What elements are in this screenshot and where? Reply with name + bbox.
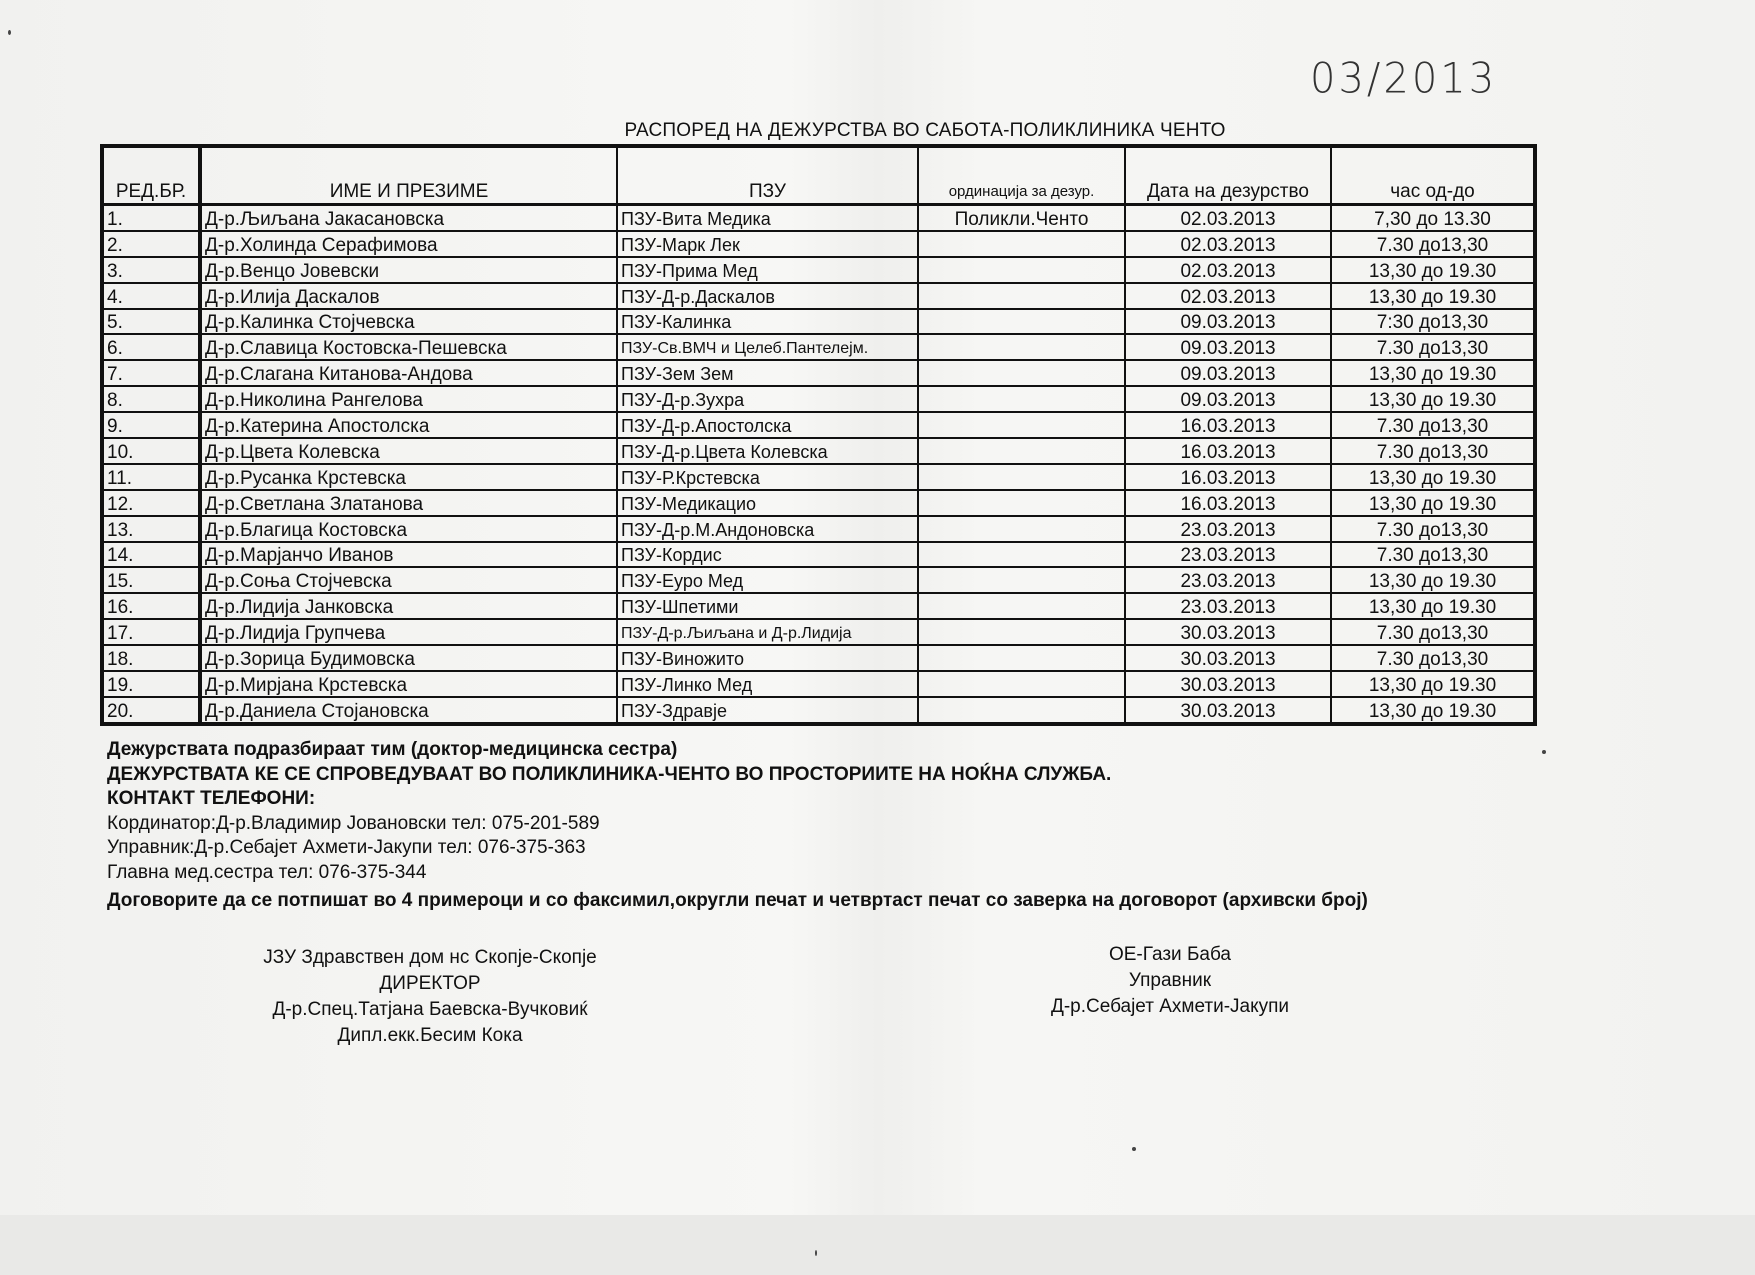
- duty-hours-cell: 13,30 до 19.30: [1331, 283, 1535, 309]
- signature-block-right: [1010, 942, 1330, 1020]
- duty-date-cell: 16.03.2013: [1125, 438, 1331, 464]
- column-header-number: РЕД.БР.: [102, 146, 200, 205]
- duty-date-cell: 30.03.2013: [1125, 645, 1331, 671]
- duty-date-cell: 30.03.2013: [1125, 619, 1331, 645]
- duty-hours-cell: 7:30 до13,30: [1331, 309, 1535, 335]
- duty-hours-cell: 13,30 до 19.30: [1331, 593, 1535, 619]
- row-number-cell: 12.: [102, 490, 200, 516]
- doctor-name-cell: Д-р.Марјанчо Иванов: [200, 542, 617, 568]
- office-cell: [918, 386, 1125, 412]
- office-cell: [918, 593, 1125, 619]
- office-cell: [918, 257, 1125, 283]
- office-cell: [918, 542, 1125, 568]
- pzu-name-cell: ПЗУ-Линко Мед: [617, 671, 918, 697]
- pzu-name-cell: ПЗУ-Д-р.Цвета Колевска: [617, 438, 918, 464]
- table-row: [102, 593, 1535, 619]
- signature-left-name1: Д-р.Спец.Татјана Баевска-Вучковиќ: [272, 999, 588, 1020]
- row-number-cell: 3.: [102, 257, 200, 283]
- duty-date-cell: 02.03.2013: [1125, 257, 1331, 283]
- doctor-name-cell: Д-р.Слагана Китанова-Андова: [200, 360, 617, 386]
- table-row: [102, 697, 1535, 724]
- row-number-cell: 18.: [102, 645, 200, 671]
- column-header-pzu: ПЗУ: [617, 146, 918, 205]
- table-row: [102, 490, 1535, 516]
- contact-coordinator: Кординатор:Д-р.Владимир Јовановски тел: 075-201-589: [107, 812, 600, 834]
- scan-speck: [815, 1250, 817, 1256]
- note-team: Дежурствата подразбираат тим (доктор-медицинска сестра): [107, 739, 678, 760]
- row-number-cell: 5.: [102, 309, 200, 335]
- table-row: [102, 257, 1535, 283]
- row-number-cell: 16.: [102, 593, 200, 619]
- doctor-name-cell: Д-р.Николина Рангелова: [200, 386, 617, 412]
- notes-section: [107, 738, 1368, 914]
- duty-date-cell: 16.03.2013: [1125, 490, 1331, 516]
- pzu-name-cell: ПЗУ-Виножито: [617, 645, 918, 671]
- pzu-name-cell: ПЗУ-Еуро Мед: [617, 567, 918, 593]
- pzu-name-cell: ПЗУ-Д-р.М.Андоновска: [617, 516, 918, 542]
- duty-date-cell: 09.03.2013: [1125, 309, 1331, 335]
- duty-hours-cell: 13,30 до 19.30: [1331, 567, 1535, 593]
- doctor-name-cell: Д-р.Илија Даскалов: [200, 283, 617, 309]
- duty-date-cell: 02.03.2013: [1125, 283, 1331, 309]
- office-cell: [918, 438, 1125, 464]
- doctor-name-cell: Д-р.Калинка Стојчевска: [200, 309, 617, 335]
- duty-hours-cell: 13,30 до 19.30: [1331, 490, 1535, 516]
- row-number-cell: 14.: [102, 542, 200, 568]
- row-number-cell: 19.: [102, 671, 200, 697]
- pzu-name-cell: ПЗУ-Р.Крстевска: [617, 464, 918, 490]
- signature-right-role: Управник: [1128, 970, 1212, 991]
- pzu-name-cell: ПЗУ-Вита Медика: [617, 205, 918, 231]
- duty-date-cell: 23.03.2013: [1125, 516, 1331, 542]
- duty-hours-cell: 7.30 до13,30: [1331, 412, 1535, 438]
- duty-date-cell: 23.03.2013: [1125, 567, 1331, 593]
- duty-date-cell: 23.03.2013: [1125, 542, 1331, 568]
- pzu-name-cell: ПЗУ-Д-р.Љиљана и Д-р.Лидија: [617, 619, 918, 645]
- office-cell: [918, 490, 1125, 516]
- duty-date-cell: 09.03.2013: [1125, 386, 1331, 412]
- note-contracts: Договорите да се потпишат во 4 примероци и со факсимил,округли печат и четвртаст печат со заверка на договорот (архивски број): [107, 890, 1368, 911]
- doctor-name-cell: Д-р.Лидија Јанковска: [200, 593, 617, 619]
- duty-hours-cell: 13,30 до 19.30: [1331, 360, 1535, 386]
- handwritten-ref-number: 03/2013: [1310, 54, 1498, 104]
- office-cell: [918, 619, 1125, 645]
- doctor-name-cell: Д-р.Катерина Апостолска: [200, 412, 617, 438]
- duty-hours-cell: 7.30 до13,30: [1331, 645, 1535, 671]
- pzu-name-cell: ПЗУ-Прима Мед: [617, 257, 918, 283]
- pzu-name-cell: ПЗУ-Зем Зем: [617, 360, 918, 386]
- duty-hours-cell: 13,30 до 19.30: [1331, 257, 1535, 283]
- doctor-name-cell: Д-р.Мирјана Крстевска: [200, 671, 617, 697]
- doctor-name-cell: Д-р.Соња Стојчевска: [200, 567, 617, 593]
- row-number-cell: 8.: [102, 386, 200, 412]
- scan-speck: [8, 30, 11, 35]
- pzu-name-cell: ПЗУ-Шпетими: [617, 593, 918, 619]
- pzu-name-cell: ПЗУ-Д-р.Зухра: [617, 386, 918, 412]
- row-number-cell: 13.: [102, 516, 200, 542]
- row-number-cell: 10.: [102, 438, 200, 464]
- table-row: [102, 567, 1535, 593]
- row-number-cell: 11.: [102, 464, 200, 490]
- row-number-cell: 20.: [102, 697, 200, 724]
- office-cell: [918, 671, 1125, 697]
- table-row: [102, 438, 1535, 464]
- column-header-name: ИМЕ И ПРЕЗИМЕ: [200, 146, 617, 205]
- row-number-cell: 15.: [102, 567, 200, 593]
- duty-hours-cell: 7.30 до13,30: [1331, 516, 1535, 542]
- duty-date-cell: 09.03.2013: [1125, 360, 1331, 386]
- office-cell: [918, 516, 1125, 542]
- doctor-name-cell: Д-р.Венцо Јовевски: [200, 257, 617, 283]
- table-row: [102, 360, 1535, 386]
- scan-speck: [1542, 750, 1546, 754]
- doctor-name-cell: Д-р.Светлана Златанова: [200, 490, 617, 516]
- doctor-name-cell: Д-р.Даниела Стојановска: [200, 697, 617, 724]
- doctor-name-cell: Д-р.Лидија Групчева: [200, 619, 617, 645]
- scan-speck: [1132, 1147, 1136, 1151]
- pzu-name-cell: ПЗУ-Медикацио: [617, 490, 918, 516]
- row-number-cell: 6.: [102, 334, 200, 360]
- doctor-name-cell: Д-р.Русанка Крстевска: [200, 464, 617, 490]
- signature-right-unit: ОЕ-Гази Баба: [1108, 944, 1231, 965]
- table-body: [102, 205, 1535, 724]
- office-cell: [918, 334, 1125, 360]
- pzu-name-cell: ПЗУ-Марк Лек: [617, 231, 918, 257]
- office-cell: [918, 283, 1125, 309]
- duty-hours-cell: 7,30 до 13.30: [1331, 205, 1535, 231]
- table-row: [102, 671, 1535, 697]
- table-row: [102, 231, 1535, 257]
- doctor-name-cell: Д-р.Славица Костовска-Пешевска: [200, 334, 617, 360]
- row-number-cell: 17.: [102, 619, 200, 645]
- signature-left-role: ДИРЕКТОР: [379, 973, 481, 994]
- table-row: [102, 619, 1535, 645]
- duty-date-cell: 23.03.2013: [1125, 593, 1331, 619]
- duty-hours-cell: 13,30 до 19.30: [1331, 697, 1535, 724]
- column-header-hours: час од-до: [1331, 146, 1535, 205]
- duty-hours-cell: 7.30 до13,30: [1331, 231, 1535, 257]
- duty-date-cell: 16.03.2013: [1125, 412, 1331, 438]
- column-header-office: ординација за дезур.: [918, 146, 1125, 205]
- row-number-cell: 7.: [102, 360, 200, 386]
- row-number-cell: 2.: [102, 231, 200, 257]
- office-cell: [918, 464, 1125, 490]
- contact-head-nurse: Главна мед.сестра тел: 076-375-344: [107, 861, 427, 883]
- duty-date-cell: 30.03.2013: [1125, 697, 1331, 724]
- pzu-name-cell: ПЗУ-Д-р.Даскалов: [617, 283, 918, 309]
- doctor-name-cell: Д-р.Зорица Будимовска: [200, 645, 617, 671]
- duty-hours-cell: 13,30 до 19.30: [1331, 671, 1535, 697]
- table-row: [102, 205, 1535, 231]
- office-cell: [918, 567, 1125, 593]
- pzu-name-cell: ПЗУ-Здравје: [617, 697, 918, 724]
- page-bottom-edge: [0, 1215, 1755, 1275]
- row-number-cell: 9.: [102, 412, 200, 438]
- doctor-name-cell: Д-р.Холинда Серафимова: [200, 231, 617, 257]
- table-row: [102, 283, 1535, 309]
- contact-manager: Управник:Д-р.Себајет Ахмети-Јакупи тел: 076-375-363: [107, 837, 586, 858]
- row-number-cell: 1.: [102, 205, 200, 231]
- contacts-heading: КОНТАКТ ТЕЛЕФОНИ:: [107, 788, 316, 809]
- office-cell: [918, 412, 1125, 438]
- signature-left-name2: Дипл.екк.Бесим Кока: [337, 1025, 523, 1046]
- doctor-name-cell: Д-р.Љиљана Јакасановска: [200, 205, 617, 231]
- office-cell: [918, 645, 1125, 671]
- duty-date-cell: 16.03.2013: [1125, 464, 1331, 490]
- table-row: [102, 386, 1535, 412]
- office-cell: [918, 697, 1125, 724]
- table-row: [102, 516, 1535, 542]
- duty-date-cell: 02.03.2013: [1125, 231, 1331, 257]
- table-row: [102, 334, 1535, 360]
- duty-hours-cell: 7.30 до13,30: [1331, 438, 1535, 464]
- signature-block-left: [195, 945, 665, 1049]
- duty-date-cell: 02.03.2013: [1125, 205, 1331, 231]
- signature-right-name: Д-р.Себајет Ахмети-Јакупи: [1050, 996, 1290, 1017]
- duty-hours-cell: 7.30 до13,30: [1331, 542, 1535, 568]
- table-row: [102, 645, 1535, 671]
- column-header-date: Дата на дезурство: [1125, 146, 1331, 205]
- doctor-name-cell: Д-р.Благица Костовска: [200, 516, 617, 542]
- office-cell: [918, 309, 1125, 335]
- row-number-cell: 4.: [102, 283, 200, 309]
- note-location: ДЕЖУРСТВАТА КЕ СЕ СПРОВЕДУВААТ ВО ПОЛИКЛИНИКА-ЧЕНТО ВО ПРОСТОРИИТЕ НА НОЌНА СЛУЖБА.: [107, 763, 1112, 785]
- signature-left-institution: ЈЗУ Здравствен дом нс Скопје-Скопје: [263, 947, 597, 968]
- doctor-name-cell: Д-р.Цвета Колевска: [200, 438, 617, 464]
- pzu-name-cell: ПЗУ-Д-р.Апостолска: [617, 412, 918, 438]
- table-row: [102, 309, 1535, 335]
- pzu-name-cell: ПЗУ-Кордис: [617, 542, 918, 568]
- duty-date-cell: 30.03.2013: [1125, 671, 1331, 697]
- office-cell: [918, 231, 1125, 257]
- table-row: [102, 412, 1535, 438]
- duty-hours-cell: 13,30 до 19.30: [1331, 464, 1535, 490]
- duty-schedule-table: [100, 144, 1537, 726]
- office-cell: [918, 360, 1125, 386]
- duty-hours-cell: 13,30 до 19.30: [1331, 386, 1535, 412]
- duty-date-cell: 09.03.2013: [1125, 334, 1331, 360]
- duty-hours-cell: 7.30 до13,30: [1331, 334, 1535, 360]
- table-row: [102, 464, 1535, 490]
- table-header-row: [102, 146, 1535, 205]
- pzu-name-cell: ПЗУ-Калинка: [617, 309, 918, 335]
- document-title: РАСПОРЕД НА ДЕЖУРСТВА ВО САБОТА-ПОЛИКЛИНИКА ЧЕНТО: [624, 120, 1226, 141]
- table-row: [102, 542, 1535, 568]
- pzu-name-cell: ПЗУ-Св.ВМЧ и Целеб.Пантелејм.: [617, 334, 918, 360]
- duty-hours-cell: 7.30 до13,30: [1331, 619, 1535, 645]
- office-cell: Поликли.Ченто: [918, 205, 1125, 231]
